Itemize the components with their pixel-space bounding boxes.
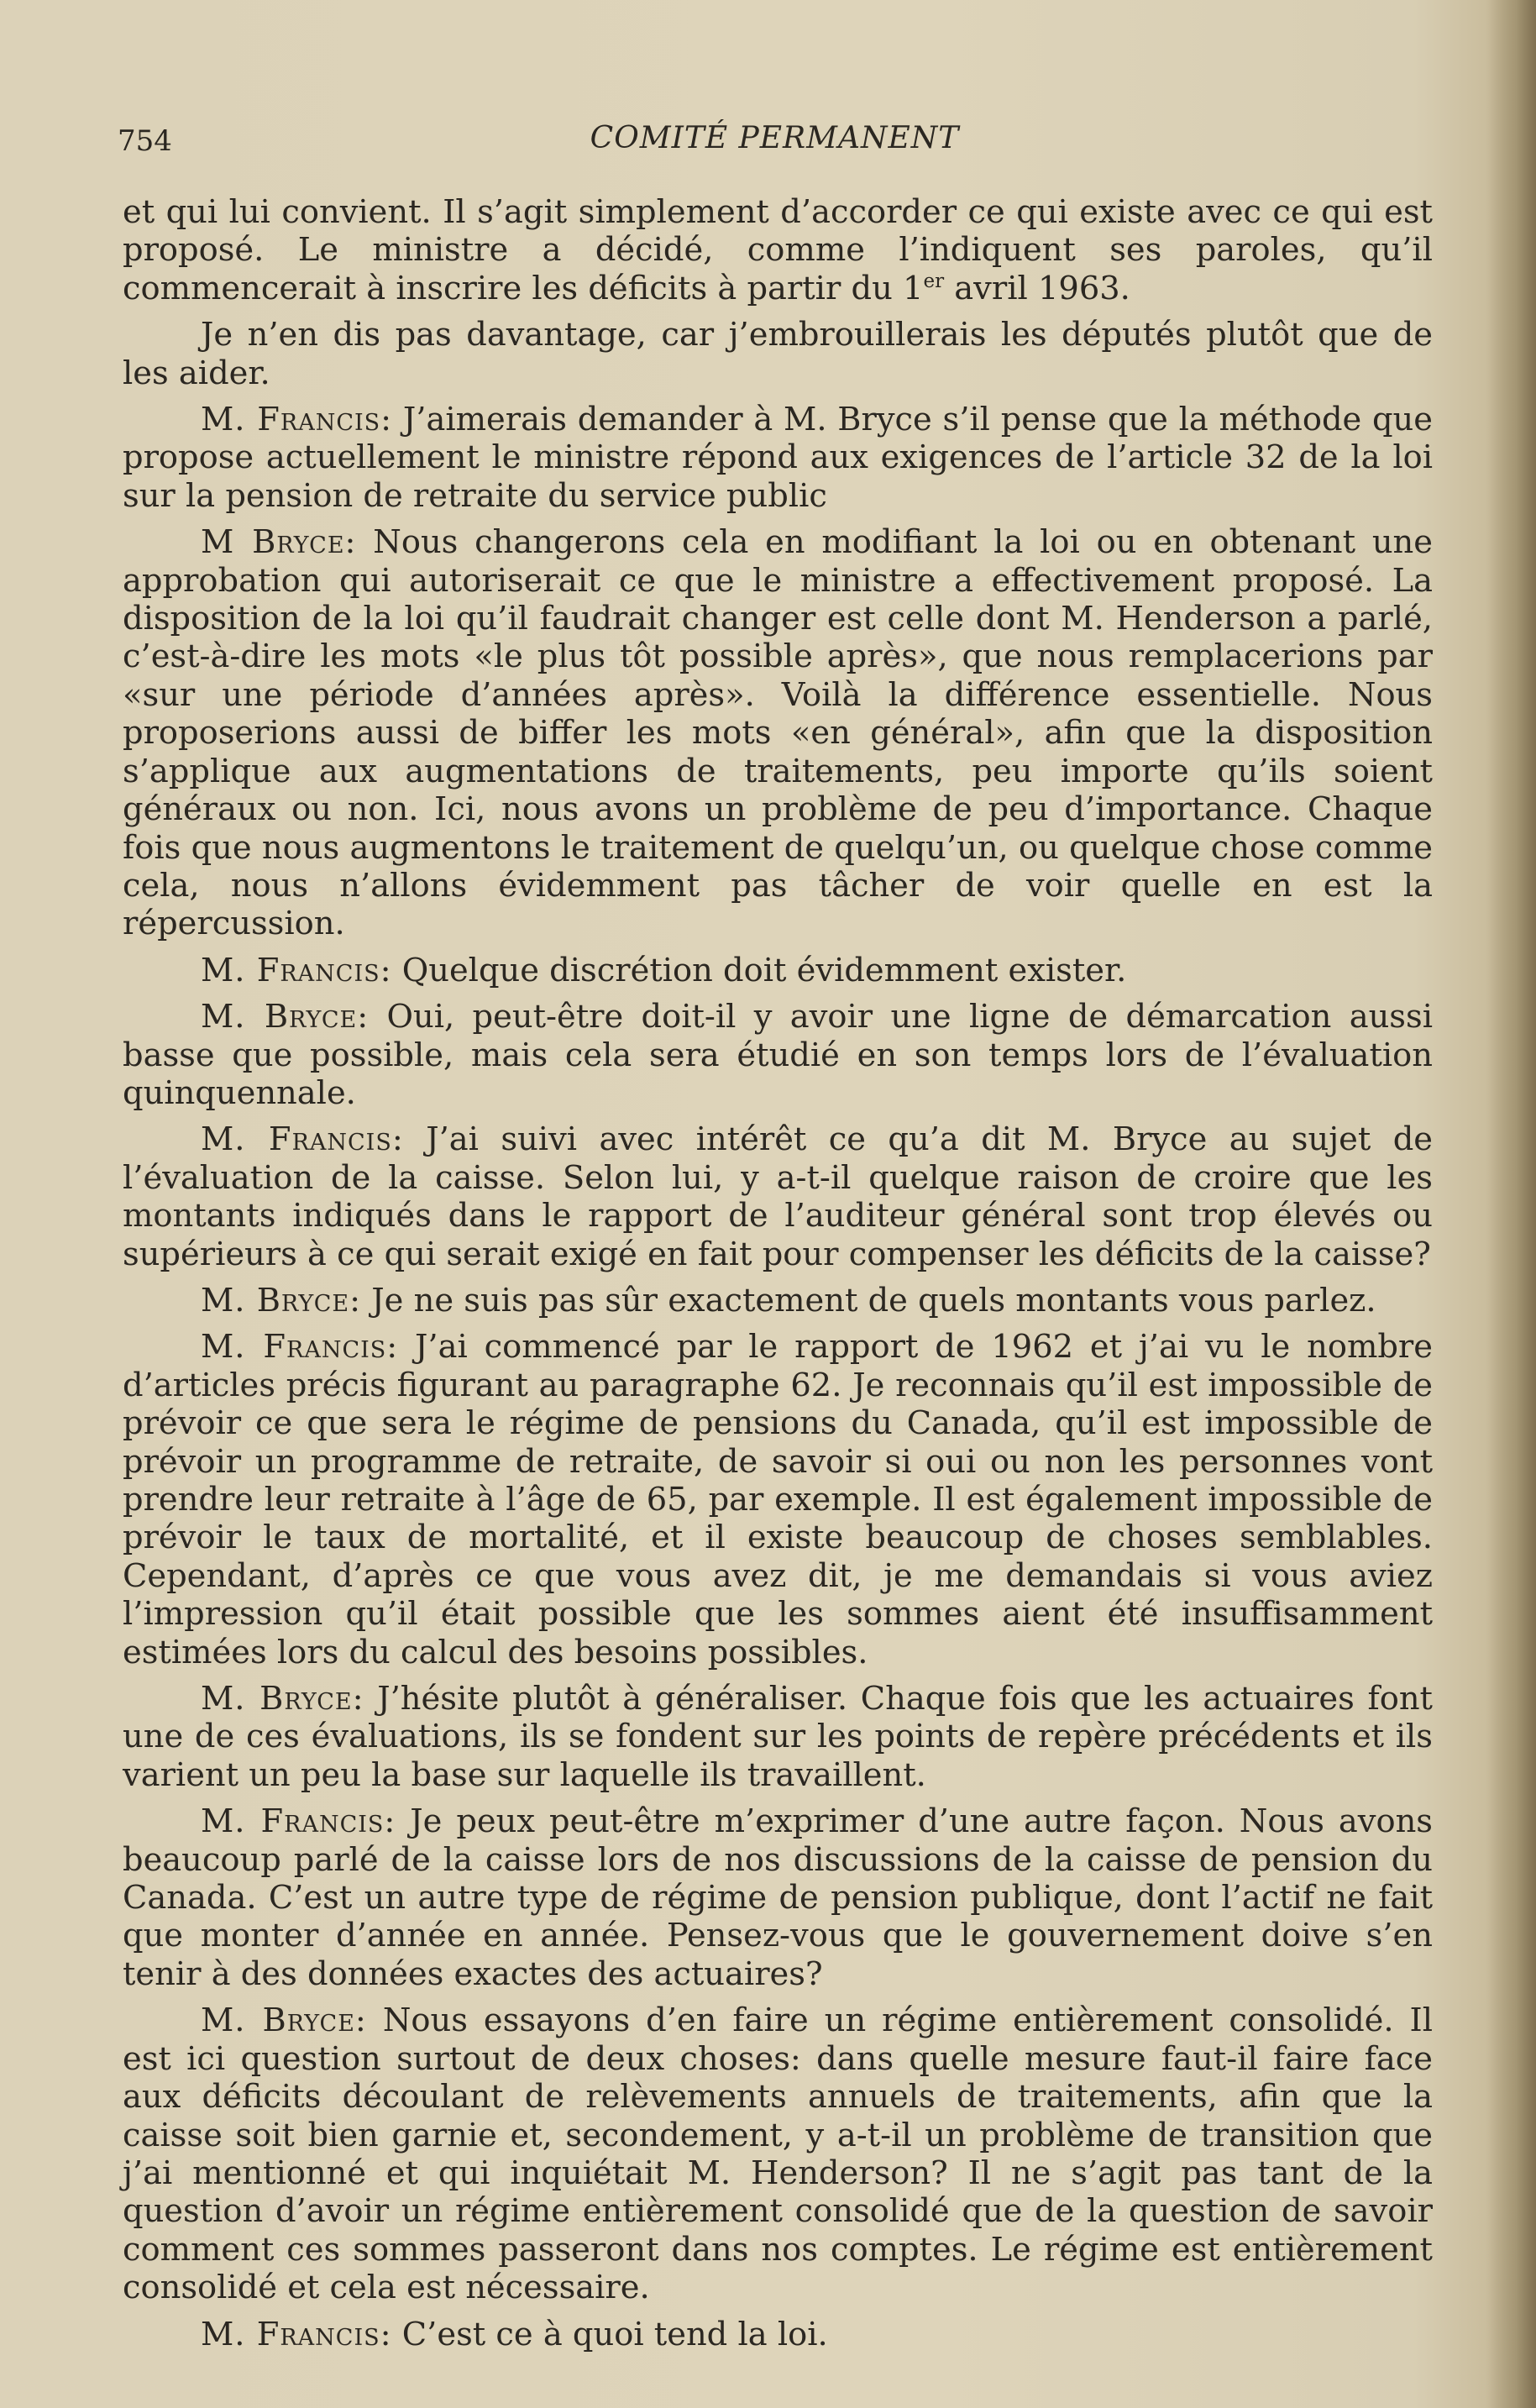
page-header: [118, 118, 1432, 168]
speaker-label: M. Bryce:: [201, 998, 370, 1036]
speaker-label: M. Francis:: [201, 1120, 404, 1159]
paragraph: M. Francis: J’aimerais demander à M. Bryce s’il pense que la méthode que propose actuellement le ministre répond aux exigences de l’article 32 de la loi sur la pension de retraite du service public: [123, 401, 1434, 515]
paragraph: M. Bryce: Oui, peut-être doit-il y avoir une ligne de démarcation aussi basse que possible, mais cela sera étudié en son temps lors de l’évaluation quinquennale.: [123, 998, 1433, 1112]
speaker-label: M. Francis:: [201, 2315, 392, 2353]
paragraph: M. Francis: J’ai commencé par le rapport de 1962 et j’ai vu le nombre d’articles précis figurant au paragraphe 62. Je reconnais qu’il est impossible de prévoir ce que sera le régime de pensions du Canada, qu’il est impossible de prévoir un programme de retraite, de savoir si oui ou non les personnes vont prendre leur retraite à l’âge de 65, par exemple. Il est également impossible de prévoir le taux de mortalité, et il existe beaucoup de choses semblables. Cependant, d’après ce que vous avez dit, je me demandais si vous aviez l’impression qu’il était possible que les sommes aient été insuffisamment estimées lors du calcul des besoins possibles.: [123, 1328, 1433, 1671]
paragraph: M. Francis: Je peux peut-être m’exprimer d’une autre façon. Nous avons beaucoup parlé de la caisse lors de nos discussions de la caisse de pension du Canada. C’est un autre type de régime de pension publique, dont l’actif ne fait que monter d’année en année. Pensez-vous que le gouvernement doive s’en tenir à des données exactes des actuaires?: [123, 1802, 1434, 1993]
speaker-label: M. Francis:: [201, 1328, 399, 1367]
paragraph: et qui lui convient. Il s’agit simplement d’accorder ce qui existe avec ce qui est proposé. Le ministre a décidé, comme l’indiquent ses paroles, qu’il commencerait à inscrire les déficits à partir du 1er avril 1963.: [123, 193, 1433, 307]
speaker-label: M Bryce:: [201, 523, 357, 562]
running-title: COMITÉ PERMANENT: [590, 121, 960, 155]
paragraph: Je n’en dis pas davantage, car j’embrouillerais les députés plutôt que de les aider.: [123, 316, 1433, 392]
paragraph: M Bryce: Nous changerons cela en modifiant la loi ou en obtenant une approbation qui autoriserait ce que le ministre a effectivement proposé. La disposition de la loi qu’il faudrait changer est celle dont M. Henderson a parlé, c’est-à-dire les mots «le plus tôt possible après», que nous remplacerions par «sur une période d’années après». Voilà la différence essentielle. Nous proposerions aussi de biffer les mots «en général», afin que la disposition s’applique aux augmentations de traitements, peu importe qu’ils soient généraux ou non. Ici, nous avons un problème de peu d’importance. Chaque fois que nous augmentons le traitement de quelqu’un, ou quelque chose comme cela, nous n’allons évidemment pas tâcher de voir quelle en est la répercussion.: [123, 523, 1434, 943]
speaker-label: M. Francis:: [201, 401, 393, 439]
speaker-label: M. Bryce:: [201, 2001, 367, 2040]
speaker-label: M. Francis:: [201, 1802, 396, 1841]
paragraph: M. Bryce: Nous essayons d’en faire un régime entièrement consolidé. Il est ici question surtout de deux choses: dans quelle mesure faut-il faire face aux déficits découlant de relèvements annuels de traitements, afin que la caisse soit bien garnie et, secondement, y a-t-il un problème de transition que j’ai mentionné et qui inquiétait M. Henderson? Il ne s’agit pas tant de la question d’avoir un régime entièrement consolidé que de la question de savoir comment ces sommes passeront dans nos comptes. Le régime est entièrement consolidé et cela est nécessaire.: [123, 2001, 1433, 2307]
paragraph: M. Francis: Quelque discrétion doit évidemment exister.: [201, 951, 1127, 989]
page-number: 754: [118, 124, 172, 158]
body-text: [123, 193, 1433, 2362]
paragraph: M. Francis: J’ai suivi avec intérêt ce qu’a dit M. Bryce au sujet de l’évaluation de la caisse. Selon lui, y a-t-il quelque raison de croire que les montants indiqués dans le rapport de l’auditeur général sont trop élevés ou supérieurs à ce qui serait exigé en fait pour compenser les déficits de la caisse?: [123, 1120, 1433, 1273]
page-edge-shadow: [1486, 0, 1536, 2408]
paragraph: M. Bryce: Je ne suis pas sûr exactement de quels montants vous parlez.: [201, 1281, 1376, 1319]
speaker-label: M. Bryce:: [201, 1281, 362, 1319]
paragraph: M. Francis: C’est ce à quoi tend la loi.: [201, 2315, 828, 2353]
speaker-label: M. Francis:: [201, 951, 392, 989]
paragraph: M. Bryce: J’hésite plutôt à généraliser. Chaque fois que les actuaires font une de ces évaluations, ils se fondent sur les points de repère précédents et ils varient un peu la base sur laquelle ils travaillent.: [123, 1680, 1433, 1794]
speaker-label: M. Bryce:: [201, 1680, 364, 1718]
